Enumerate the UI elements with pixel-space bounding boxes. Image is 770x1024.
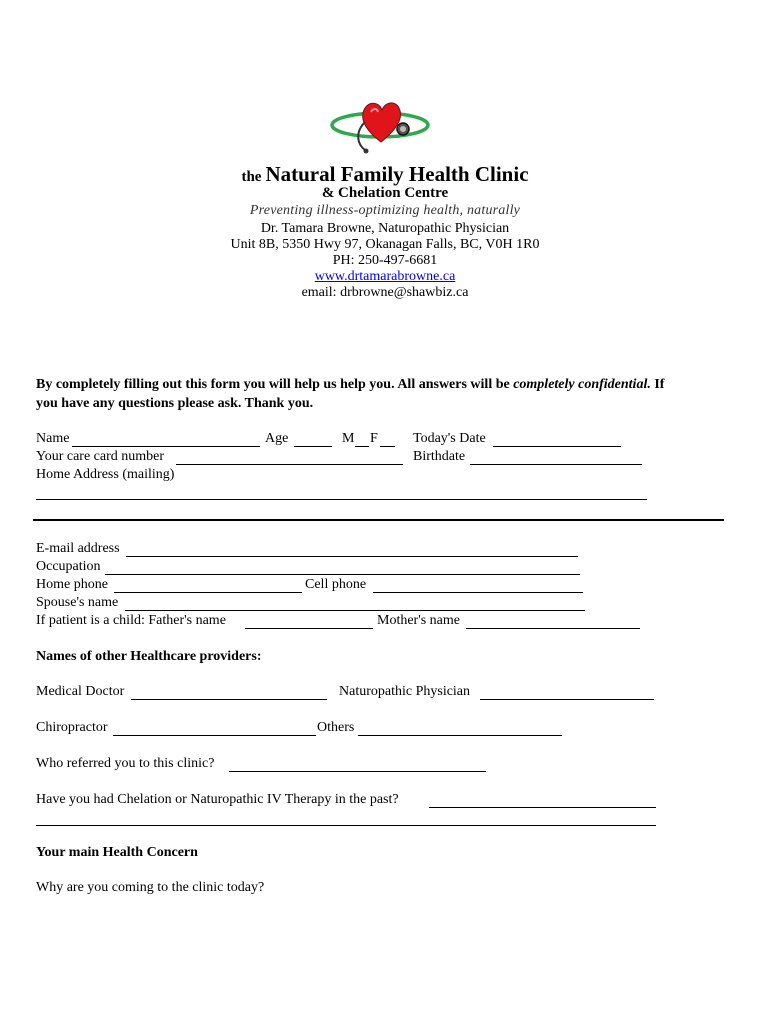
chiropractor-label: Chiropractor: [36, 720, 108, 735]
father-label: If patient is a child: Father's name: [36, 613, 226, 628]
todays-date-field[interactable]: [493, 446, 621, 447]
name-field[interactable]: [72, 446, 260, 447]
sex-m-label: M: [342, 431, 355, 446]
chelation-field[interactable]: [429, 807, 656, 808]
clinic-tagline: Preventing illness-optimizing health, naturally: [249, 203, 521, 218]
naturopathic-label: Naturopathic Physician: [339, 684, 471, 699]
website-link[interactable]: www.drtamarabrowne.ca: [314, 269, 456, 284]
doctor-name: Dr. Tamara Browne, Naturopathic Physician: [260, 221, 510, 236]
home-address-field[interactable]: [36, 499, 647, 500]
father-field[interactable]: [245, 628, 373, 629]
occupation-field[interactable]: [105, 574, 580, 575]
mother-label: Mother's name: [377, 613, 461, 628]
mother-field[interactable]: [466, 628, 640, 629]
cell-phone-field[interactable]: [373, 592, 583, 593]
intro-text: [36, 377, 664, 393]
referred-field[interactable]: [229, 771, 486, 772]
naturopathic-field[interactable]: [480, 699, 654, 700]
clinic-title-prefix: the: [241, 169, 262, 185]
age-label: Age: [265, 431, 289, 446]
concern-heading: Your main Health Concern: [36, 845, 198, 860]
home-phone-field[interactable]: [114, 592, 302, 593]
clinic-address: Unit 8B, 5350 Hwy 97, Okanagan Falls, BC, V0H 1R0: [230, 237, 540, 252]
birthdate-label: Birthdate: [413, 449, 466, 464]
intro-emphasis: completely confidential.: [513, 377, 651, 392]
sex-m-field[interactable]: [355, 446, 369, 447]
others-label: Others: [317, 720, 355, 735]
section-divider: [33, 519, 724, 521]
providers-heading: Names of other Healthcare providers:: [36, 649, 262, 664]
chelation-field-line2[interactable]: [36, 825, 656, 826]
age-field[interactable]: [294, 446, 332, 447]
intro-text-start: By completely filling out this form you will help us help you. All answers will be: [36, 377, 514, 392]
clinic-subtitle: & Chelation Centre: [321, 185, 449, 201]
home-address-label: Home Address (mailing): [36, 467, 175, 482]
chelation-label: Have you had Chelation or Naturopathic IV Therapy in the past?: [36, 792, 399, 807]
care-card-label: Your care card number: [36, 449, 165, 464]
concern-answer-area[interactable]: [36, 900, 726, 1010]
spouse-field[interactable]: [125, 610, 585, 611]
intro-text-line2: you have any questions please ask. Thank you.: [36, 396, 314, 411]
email-label: E-mail address: [36, 541, 120, 556]
chiropractor-field[interactable]: [113, 735, 316, 736]
clinic-title: [0, 162, 770, 187]
clinic-website: [0, 269, 770, 285]
birthdate-field[interactable]: [470, 464, 642, 465]
spouse-label: Spouse's name: [36, 595, 119, 610]
occupation-label: Occupation: [36, 559, 101, 574]
sex-f-field[interactable]: [380, 446, 395, 447]
clinic-phone: PH: 250-497-6681: [332, 253, 438, 268]
referred-label: Who referred you to this clinic?: [36, 756, 215, 771]
others-field[interactable]: [358, 735, 562, 736]
home-phone-label: Home phone: [36, 577, 108, 592]
name-label: Name: [36, 431, 70, 446]
care-card-field[interactable]: [176, 464, 403, 465]
todays-date-label: Today's Date: [413, 431, 486, 446]
concern-question: Why are you coming to the clinic today?: [36, 880, 265, 895]
medical-doctor-label: Medical Doctor: [36, 684, 125, 699]
sex-f-label: F: [370, 431, 378, 446]
email-field[interactable]: [126, 556, 578, 557]
intro-text-end: If: [650, 377, 665, 392]
cell-phone-label: Cell phone: [305, 577, 367, 592]
medical-doctor-field[interactable]: [131, 699, 327, 700]
clinic-email: email: drbrowne@shawbiz.ca: [301, 285, 469, 300]
clinic-name: Natural Family Health Clinic: [265, 162, 529, 186]
clinic-logo: [325, 98, 435, 158]
